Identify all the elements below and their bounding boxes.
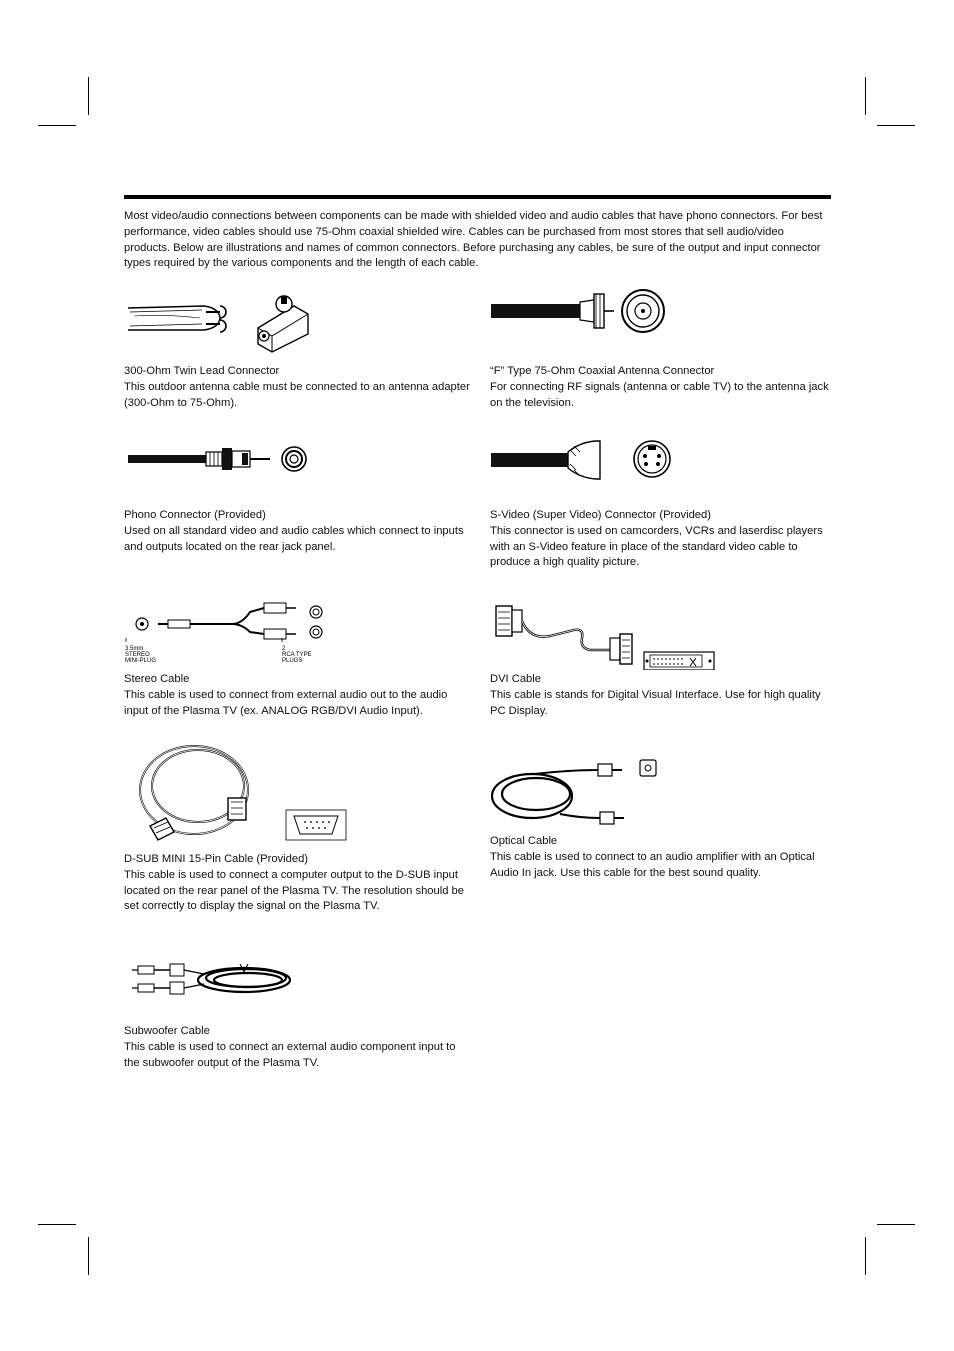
intro-paragraph: Most video/audio connections between components can be made with shielded video and audio cables that have phono connectors. For best performance, video cables should use 75-Ohm coaxial shielded wire. Cables can be purchased from most stores that sell audio/video products. Below are illustrations and names of common connectors. Before purchasing any cables, be sure of the output and input connector types required by the various components and the length of each cable. xyxy=(124,210,823,270)
connector-item xyxy=(124,952,472,1071)
connector-title: “F” Type 75-Ohm Coaxial Antenna Connector xyxy=(490,365,715,377)
stereo-label: 2 xyxy=(282,646,286,652)
stereo-label: RCA TYPE xyxy=(282,652,312,658)
connector-title: D-SUB MINI 15-Pin Cable (Provided) xyxy=(124,853,309,865)
twin-lead-connector-icon xyxy=(124,290,324,354)
phono-connector-icon xyxy=(124,440,324,506)
connector-title: Phono Connector (Provided) xyxy=(124,509,266,521)
connector-description: Used on all standard video and audio cables which connect to inputs and outputs located on the rear jack panel. xyxy=(124,524,464,553)
crop-mark xyxy=(865,1237,866,1275)
connector-item xyxy=(490,600,838,719)
connector-description: For connecting RF signals (antenna or cable TV) to the antenna jack on the television. xyxy=(490,380,829,409)
subwoofer-cable-icon xyxy=(124,952,324,1000)
connector-item xyxy=(124,740,472,915)
connector-title: Subwoofer Cable xyxy=(124,1025,210,1037)
connector-description: This cable is used to connect an external audio component input to the subwoofer output of the Plasma TV. xyxy=(124,1040,456,1069)
connector-description: This cable is used to connect to an audio amplifier with an Optical Audio In jack. Use this cable for the best sound quality. xyxy=(490,850,815,879)
connector-title: S-Video (Super Video) Connector (Provided) xyxy=(490,509,711,521)
stereo-label: PLUGS xyxy=(282,658,303,664)
crop-mark xyxy=(38,1224,76,1225)
connector-item xyxy=(490,436,838,571)
connector-description: This cable is used to connect a computer output to the D-SUB input located on the rear panel of the Plasma TV. The resolution should be set correctly to display the signal on the Plasma TV. xyxy=(124,868,464,913)
crop-mark xyxy=(865,77,866,115)
stereo-label: MINI-PLUG xyxy=(125,658,157,664)
crop-mark xyxy=(877,125,915,126)
crop-mark xyxy=(88,1237,89,1275)
connector-description: This cable is stands for Digital Visual Interface. Use for high quality PC Display. xyxy=(490,688,821,717)
d-sub-cable-icon xyxy=(124,740,354,844)
connector-item xyxy=(124,600,472,719)
stereo-label: STEREO xyxy=(125,652,150,658)
crop-mark xyxy=(88,77,89,115)
header-rule xyxy=(124,195,831,199)
connector-item xyxy=(490,752,838,881)
connector-item xyxy=(124,290,472,411)
connector-item xyxy=(490,288,838,411)
optical-cable-icon xyxy=(490,752,690,828)
connector-title: 300-Ohm Twin Lead Connector xyxy=(124,365,280,377)
stereo-cable-icon xyxy=(124,600,334,666)
connector-title: DVI Cable xyxy=(490,673,541,685)
connector-description: This cable is used to connect from external audio out to the audio input of the Plasma TV (ex. ANALOG RGB/DVI Audio Input). xyxy=(124,688,448,717)
connector-title: Optical Cable xyxy=(490,835,558,847)
dvi-cable-icon xyxy=(490,600,720,670)
connector-description: This outdoor antenna cable must be connected to an antenna adapter (300-Ohm to 75-Ohm). xyxy=(124,380,470,409)
connector-title: Stereo Cable xyxy=(124,673,190,685)
crop-mark xyxy=(877,1224,915,1225)
connector-item xyxy=(124,440,472,555)
s-video-connector-icon xyxy=(490,436,690,504)
connector-description: This connector is used on camcorders, VCRs and laserdisc players with an S-Video feature in place of the standard video cable to produce a high quality picture. xyxy=(490,524,823,569)
stereo-label: 3.5mm xyxy=(125,646,144,652)
coaxial-connector-icon xyxy=(490,288,690,354)
crop-mark xyxy=(38,125,76,126)
